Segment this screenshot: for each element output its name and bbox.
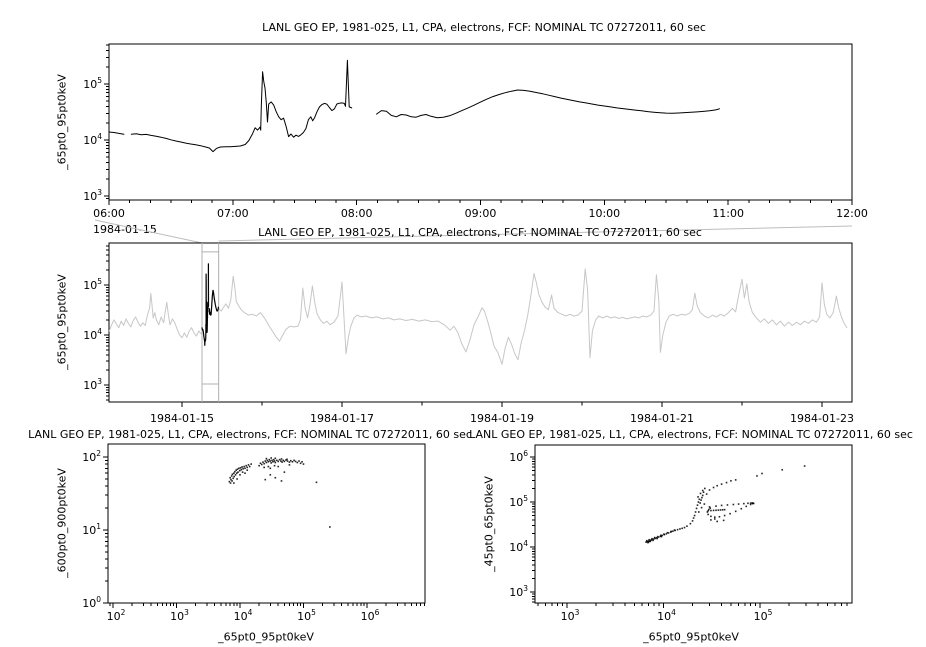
scatter-point [681, 528, 683, 530]
scatter-point [245, 465, 247, 467]
scatter-point [329, 526, 331, 528]
scatter-point [272, 461, 274, 463]
time-tick-label: 07:00 [216, 207, 249, 220]
plot4-x-axis-label: _65pt0_95pt0keV [643, 630, 739, 644]
scatter-point [706, 493, 708, 495]
scatter-point [727, 504, 729, 506]
scatter-point [248, 464, 250, 466]
scatter-point [242, 471, 244, 473]
scatter-point [246, 469, 248, 471]
scatter-point [729, 513, 731, 515]
scatter-point [698, 511, 700, 513]
plot4-y-axis-label: _45pt0_65pt0keV [482, 476, 496, 572]
scatter-point [670, 531, 672, 533]
scatter-point [753, 503, 755, 505]
scatter-point [270, 462, 272, 464]
scatter-point [707, 514, 709, 516]
scatter-point [275, 457, 277, 459]
highlighted-flux-line [203, 264, 209, 346]
p4[interactable] [509, 445, 852, 623]
scatter-point [672, 530, 674, 532]
time-tick-label: 11:00 [712, 207, 745, 220]
scatter-point [244, 472, 246, 474]
scatter-point [750, 504, 752, 506]
scatter-point [648, 539, 650, 541]
scatter-point [281, 461, 283, 463]
scatter-point [710, 510, 712, 512]
scatter-point [781, 469, 783, 471]
scatter-point [246, 467, 248, 469]
scatter-point [738, 503, 740, 505]
scatter-point [686, 525, 688, 527]
highlighted-flux-line [209, 290, 218, 315]
scatter-point [674, 529, 676, 531]
scatter-point [716, 521, 718, 523]
scatter-point [724, 509, 726, 511]
scatter-point [709, 507, 711, 509]
plot1-y-axis-label: _65pt0_95pt0keV [55, 74, 69, 170]
scatter-point [269, 468, 271, 470]
scatter-point [652, 540, 654, 542]
scatter-point [701, 507, 703, 509]
scatter-point [747, 503, 749, 505]
log-tick-label: $10^4$ [233, 608, 253, 623]
log-tick-label: $10^2$ [82, 449, 101, 464]
time-tick-label: 08:00 [340, 207, 373, 220]
scatter-point [679, 528, 681, 530]
scatter-point [274, 460, 276, 462]
scatter-point [289, 461, 291, 463]
scatter-point [270, 457, 272, 459]
plot1[interactable] [83, 44, 868, 236]
scatter-point [266, 462, 268, 464]
flux-line [109, 132, 124, 134]
scatter-point [262, 461, 264, 463]
scatter-point [274, 465, 276, 467]
scatter-point [297, 462, 299, 464]
scatter-point [295, 461, 297, 463]
scatter-point [657, 536, 659, 538]
time-tick-label: 10:00 [588, 207, 621, 220]
log-tick-label: $10^3$ [83, 377, 102, 392]
plot-frame [535, 445, 852, 603]
scatter-point [700, 493, 702, 495]
log-tick-label: $10^0$ [82, 595, 101, 610]
scatter-point [237, 468, 239, 470]
scatter-point [733, 504, 735, 506]
scatter-point [290, 460, 292, 462]
scatter-point [286, 459, 288, 461]
time-tick-label: 06:00 [93, 207, 125, 220]
scatter-point [804, 465, 806, 467]
scatter-point [661, 536, 663, 538]
scatter-point [704, 503, 706, 505]
scatter-point [316, 482, 318, 484]
date-tick-label: 1984-01-15 [150, 412, 214, 425]
scatter-point [647, 542, 649, 544]
scatter-point [292, 461, 294, 463]
p3[interactable] [82, 444, 425, 623]
scatter-point [236, 478, 238, 480]
scatter-point [241, 466, 243, 468]
scatter-point [281, 480, 283, 482]
scatter-point [696, 508, 698, 510]
scatter-point [692, 520, 694, 522]
context-flux-line [109, 293, 201, 337]
scatter-point [730, 480, 732, 482]
scatter-point [699, 498, 701, 500]
log-tick-label: $10^5$ [83, 277, 102, 292]
scatter-point [690, 523, 692, 525]
plot2[interactable] [83, 220, 854, 425]
scatter-point [231, 480, 233, 482]
scatter-point [237, 471, 239, 473]
scatter-point [266, 458, 268, 460]
scatter-point [264, 479, 266, 481]
date-tick-label: 1984-01-19 [470, 412, 534, 425]
scatter-point [721, 505, 723, 507]
scatter-point [239, 470, 241, 472]
plot-frame [108, 444, 425, 603]
scatter-point [719, 516, 721, 518]
scatter-point [258, 465, 260, 467]
scatter-point [238, 468, 240, 470]
scatter-point [704, 488, 706, 490]
scatter-point [697, 504, 699, 506]
date-tick-label: 1984-01-17 [310, 412, 374, 425]
plot3-title: LANL GEO EP, 1981-025, L1, CPA, electrons, FCF: NOMINAL TC 07272011, 60 sec [28, 428, 472, 441]
scatter-point [269, 460, 271, 462]
scatter-point [723, 520, 725, 522]
plot1-title: LANL GEO EP, 1981-025, L1, CPA, electrons, FCF: NOMINAL TC 07272011, 60 sec [262, 21, 706, 34]
log-tick-label: $10^6$ [509, 449, 528, 464]
scatter-point [233, 476, 235, 478]
scatter-point [693, 517, 695, 519]
log-tick-label: $10^3$ [509, 584, 528, 599]
scatter-point [702, 495, 704, 497]
scatter-point [698, 501, 700, 503]
scatter-point [234, 471, 236, 473]
scatter-point [239, 474, 241, 476]
x-axis-date-label: 1984-01-15 [93, 223, 157, 236]
scatter-point [703, 491, 705, 493]
date-tick-label: 1984-01-23 [790, 412, 854, 425]
scatter-point [761, 473, 763, 475]
context-flux-line [219, 269, 847, 364]
scatter-point [240, 467, 242, 469]
log-tick-label: $10^3$ [560, 608, 580, 623]
scatter-point [715, 509, 717, 511]
scatter-point [229, 477, 231, 479]
scatter-point [271, 460, 273, 462]
scatter-point [263, 467, 265, 469]
plot2-title: LANL GEO EP, 1981-025, L1, CPA, electrons, FCF: NOMINAL TC 07272011, 60 sec [258, 226, 702, 239]
scatter-point [233, 482, 235, 484]
scatter-point [269, 474, 271, 476]
scatter-point [303, 463, 305, 465]
log-tick-label: $10^4$ [83, 132, 102, 147]
scatter-point [707, 510, 709, 512]
flux-line [131, 60, 351, 151]
scatter-point [273, 459, 275, 461]
scatter-point [677, 529, 679, 531]
scatter-point [743, 503, 745, 505]
plot3-y-axis-label: _600pt0_900pt0keV [55, 468, 69, 578]
scatter-point [735, 479, 737, 481]
plot-frame [109, 243, 852, 402]
scatter-point [720, 509, 722, 511]
scatter-point [716, 485, 718, 487]
plot-frame [109, 44, 852, 200]
log-tick-label: $10^4$ [657, 608, 676, 623]
scatter-point [714, 518, 716, 520]
scatter-point [656, 538, 658, 540]
time-tick-label: 12:00 [836, 207, 868, 220]
scatter-point [709, 489, 711, 491]
log-tick-label: $10^5$ [509, 494, 528, 509]
time-tick-label: 09:00 [464, 207, 497, 220]
scatter-point [277, 461, 279, 463]
scatter-point [301, 461, 303, 463]
scatter-point [284, 471, 286, 473]
scatter-point [277, 466, 279, 468]
scatter-point [735, 511, 737, 513]
scatter-point [651, 538, 653, 540]
scatter-point [714, 516, 716, 518]
scatter-point [235, 474, 237, 476]
scatter-point [281, 458, 283, 460]
scatter-point [232, 473, 234, 475]
scatter-point [750, 502, 752, 504]
scatter-point [276, 460, 278, 462]
log-tick-label: $10^5$ [297, 608, 316, 623]
scatter-point [718, 509, 720, 511]
scatter-point [275, 477, 277, 479]
scatter-point [263, 463, 265, 465]
scatter-point [650, 541, 652, 543]
log-tick-label: $10^5$ [753, 608, 773, 623]
log-tick-label: $10^3$ [170, 608, 189, 623]
scatter-point [724, 515, 726, 517]
log-tick-label: $10^5$ [83, 76, 102, 91]
scatter-point [745, 506, 747, 508]
log-tick-label: $10^4$ [509, 539, 528, 554]
scatter-point [713, 487, 715, 489]
scatter-point [298, 460, 300, 462]
scatter-point [722, 509, 724, 511]
scatter-point [699, 502, 701, 504]
scatter-point [264, 460, 266, 462]
scatter-point [269, 459, 271, 461]
scatter-point [710, 516, 712, 518]
scatter-point [275, 462, 277, 464]
scatter-point [250, 463, 252, 465]
plot2-y-axis-label: _65pt0_95pt0keV [55, 274, 69, 370]
plot4-title: LANL GEO EP, 1981-025, L1, CPA, electrons, FCF: NOMINAL TC 07272011, 60 sec [469, 428, 913, 441]
scatter-point [663, 533, 665, 535]
date-tick-label: 1984-01-21 [630, 412, 694, 425]
scatter-point [233, 472, 235, 474]
scatter-point [244, 468, 246, 470]
scatter-point [293, 460, 295, 462]
log-tick-label: $10^3$ [83, 188, 102, 203]
scatter-point [232, 478, 234, 480]
scatter-point [756, 475, 758, 477]
scatter-point [646, 540, 648, 542]
scatter-point [230, 482, 232, 484]
scatter-point [287, 460, 289, 462]
scatter-point [702, 490, 704, 492]
scatter-point [261, 464, 263, 466]
scatter-point [289, 464, 291, 466]
scatter-point [701, 497, 703, 499]
scatter-point [268, 461, 270, 463]
log-tick-label: $10^2$ [106, 608, 126, 623]
scatter-point [300, 462, 302, 464]
scatter-point [684, 527, 686, 529]
scatter-point [710, 519, 712, 521]
scatter-point [715, 505, 717, 507]
scatter-point [267, 460, 269, 462]
scatter-point [726, 482, 728, 484]
scatter-point [243, 466, 245, 468]
scatter-point [284, 461, 286, 463]
scatter-point [229, 481, 231, 483]
scatter-point [242, 468, 244, 470]
scatter-point [249, 466, 251, 468]
scatter-point [241, 469, 243, 471]
log-tick-label: $10^6$ [360, 608, 380, 623]
scatter-point [694, 515, 696, 517]
scatter-point [268, 466, 270, 468]
log-tick-label: $10^4$ [83, 327, 102, 342]
scatter-point [695, 511, 697, 513]
scatter-point [667, 532, 669, 534]
scatter-point [654, 537, 656, 539]
scatter-point [700, 499, 702, 501]
scatter-point [740, 508, 742, 510]
scatter-point [721, 483, 723, 485]
flux-line [377, 90, 720, 118]
scatter-point [279, 459, 281, 461]
scatter-point [231, 475, 233, 477]
scatter-point [713, 510, 715, 512]
log-tick-label: $10^1$ [82, 522, 101, 537]
scatter-point [697, 496, 699, 498]
plot3-x-axis-label: _65pt0_95pt0keV [218, 630, 314, 644]
